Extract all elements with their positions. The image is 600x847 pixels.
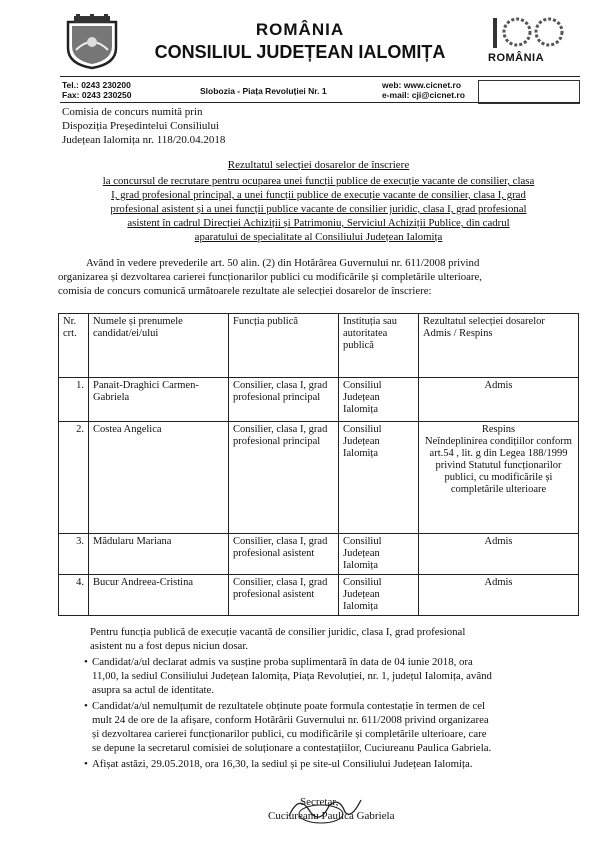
row-name: Costea Angelica [89,422,229,534]
col-header-result: Rezultatul selecției dosarelor Admis / Respins [419,314,579,378]
row-name: Mădularu Mariana [89,534,229,575]
handwritten-signature [285,790,365,826]
col-header-institution: Instituția sau autoritatea publică [339,314,419,378]
row-institution: Consiliul Județean Ialomița [339,575,419,616]
posted-info: Afișat astăzi, 29.05.2018, ora 16,30, la sediul și pe site-ul Consiliului Județean Ialomița. [92,758,473,770]
table-row [59,378,579,422]
row-nr: 3. [59,534,89,575]
bullet-marker: • [84,758,88,770]
doc-title-2: la concursul de recrutare pentru ocuparea unei funcții publice de execuție vacante de consilier, clasa [102,175,535,187]
row-nr: 2. [59,422,89,534]
row-result: Admis [419,378,579,422]
doc-title-1: Rezultatul selecției dosarelor de înscriere [227,159,410,171]
address: Slobozia - Piața Revoluției Nr. 1 [200,86,327,96]
admis-info-2: 11,00, la sediul Consiliului Județean Ialomița, Piața Revoluției, nr. 1, județul Ialomița, având [92,670,492,682]
table-row [59,422,579,534]
country-title: ROMÂNIA [255,20,345,39]
results-table [58,313,579,616]
row-institution: Consiliul Județean Ialomița [339,534,419,575]
doc-title-5: asistent în cadrul Direcției Achiziții și Patrimoniu, Serviciul Achiziții Publice, din cadrul [127,217,510,229]
appeal-info-4: se depune la secretarul comisiei de soluționare a contestațiilor, Cuciureanu Paulica Gabriela. [92,742,492,754]
registration-stamp [478,80,580,104]
col-header-name: Numele și prenumele candidat/ei/ului [89,314,229,378]
appeal-info-1: Candidat/a/ul nemulțumit de rezultatele obținute poate formula contestație în termen de cel [92,700,486,712]
header-divider [60,76,580,77]
doc-title-3: I, grad profesional principal, a unei funcții publice de execuție vacante de consilier, clasa I, grad [111,189,526,201]
note-line-1: Pentru funcția publică de execuție vacantă de consilier juridic, clasa I, grad profesional [90,626,466,638]
signature-role: Secretar, [300,796,339,808]
bullet-marker: • [84,700,88,712]
signature-name: Cuciureanu Paulica Gabriela [268,810,395,822]
admis-info-3: asupra sa actul de identitate. [92,684,215,696]
table-header-row [59,314,579,378]
council-title: CONSILIUL JUDEȚEAN IALOMIȚA [154,42,446,62]
website: web: www.cicnet.ro [382,80,462,90]
row-function: Consilier, clasa I, grad profesional asistent [229,534,339,575]
row-function: Consilier, clasa I, grad profesional principal [229,422,339,534]
email: e-mail: cji@cicnet.ro [382,90,465,100]
row-result: Admis [419,534,579,575]
doc-title-6: aparatului de specialitate al Consiliului Județean Ialomița [194,231,443,243]
row-result: Respins [481,424,516,435]
appeal-info-2: mult 24 de ore de la afișare, conform Hotărârii Guvernului nr. 611/2008 privind organizarea [92,714,489,726]
intro-line-2: organizarea și dezvoltarea carierei funcționarilor publici cu modificările și completările ulterioare, [58,271,482,283]
bullet-marker: • [84,656,88,668]
phone-number: Tel.: 0243 230200 [62,80,131,90]
appeal-info-3: și dezvoltarea carierei funcționarilor publici, cu modificările și completările ulterioare, care [92,728,487,740]
row-function: Consilier, clasa I, grad profesional asistent [229,575,339,616]
row-result: Admis [419,575,579,616]
table-row [59,575,579,616]
row-nr: 1. [59,378,89,422]
admis-info-1: Candidat/a/ul declarat admis va susține proba suplimentară în data de 04 iunie 2018, ora [92,656,473,668]
fax-number: Fax: 0243 230250 [62,90,132,100]
row-name: Panait-Draghici Carmen-Gabriela [89,378,229,422]
intro-line-3: comisia de concurs comunică următoarele rezultate ale selecției dosarelor de înscriere: [58,285,432,297]
row-function: Consilier, clasa I, grad profesional principal [229,378,339,422]
header-divider-bottom [60,102,580,103]
col-header-nr: Nr. crt. [59,314,89,378]
row-name: Bucur Andreea-Cristina [89,575,229,616]
row-result-note: Neîndeplinirea condițiilor conform art.54 , lit. g din Legea 188/1999 privind Statutul funcționarilor publici, cu modificările și completările ulterioare [425,436,572,495]
col-header-function: Funcția publică [229,314,339,378]
row-result-cell [419,422,579,534]
row-institution: Consiliul Județean Ialomița [339,378,419,422]
row-institution: Consiliul Județean Ialomița [339,422,419,534]
doc-title-4: profesional asistent și a unei funcții publice vacante de consilier juridic, clasa I, grad profesional [110,203,527,215]
intro-line-1: Având în vedere prevederile art. 50 alin. (2) din Hotărârea Guvernului nr. 611/2008 privind [86,257,480,269]
centenary-logo-label: ROMÂNIA [488,52,545,64]
row-nr: 4. [59,575,89,616]
commission-line-2: Dispoziția Președintelui Consiliului [62,120,220,132]
commission-line-3: Județean Ialomița nr. 118/20.04.2018 [62,134,226,146]
note-line-2: asistent nu a fost depus niciun dosar. [90,640,249,652]
table-row [59,534,579,575]
commission-line-1: Comisia de concurs numită prin [62,106,203,118]
